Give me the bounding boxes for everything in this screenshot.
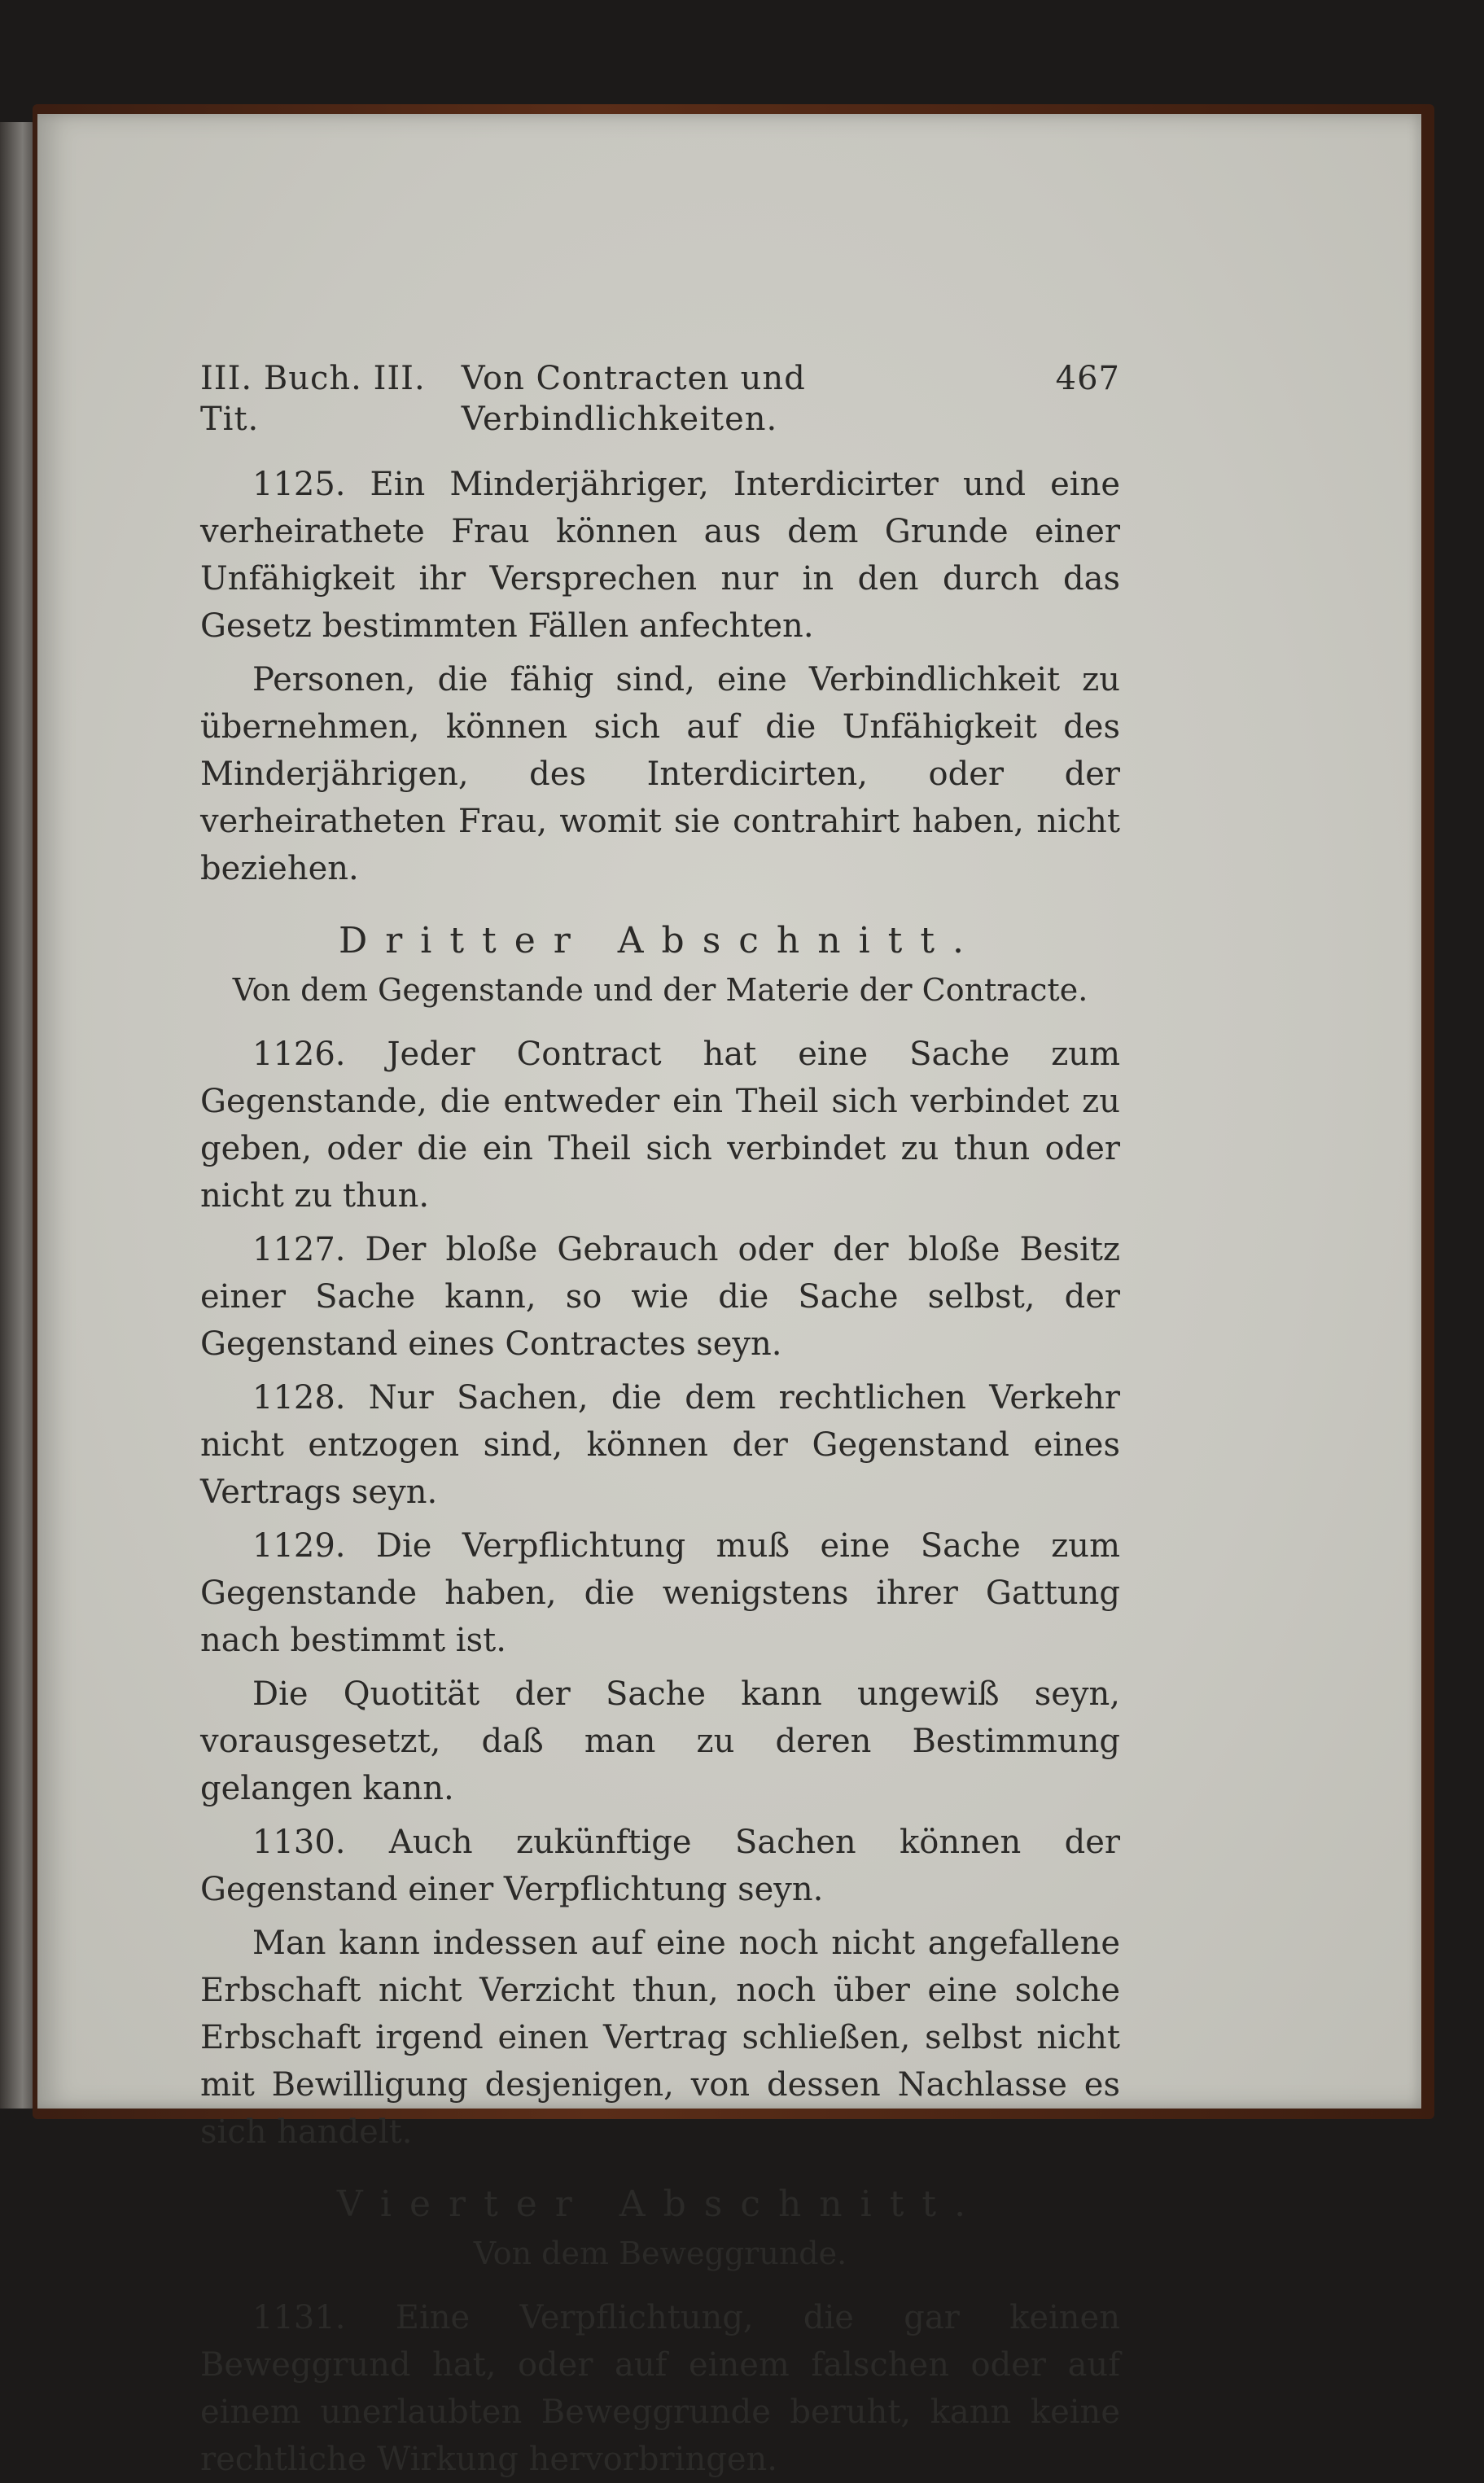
running-head <box>200 358 1120 440</box>
running-head-left: III. Buch. III. Tit. <box>200 360 426 438</box>
running-head-title: Von Contracten und Verbindlichkeiten. <box>461 360 806 438</box>
paragraph-1129-continued: Die Quotität der Sache kann ungewiß seyn, vorausgesetzt, daß man zu deren Bestimmung gelangen kann. <box>200 1675 1120 1807</box>
book-page <box>37 114 1421 2478</box>
paragraph-1125: 1125. Ein Minderjähriger, Interdicirter und eine verheirathete Frau können aus dem Grunde einer Unfähigkeit ihr Versprechen nur in den durch das Gesetz bestimmten Fällen anfechten. <box>200 466 1120 645</box>
section-subheading-vierter: Von dem Beweggrunde. <box>473 2236 847 2271</box>
paragraph-1128: 1128. Nur Sachen, die dem rechtlichen Verkehr nicht entzogen sind, können der Gegenstand eines Vertrags seyn. <box>200 1379 1120 1511</box>
section-heading-vierter: Vierter Abschnitt. <box>336 2183 984 2225</box>
section-subheading-dritter: Von dem Gegenstande und der Materie der Contracte. <box>232 972 1088 1008</box>
page-number: 467 <box>1055 360 1120 397</box>
paragraph-1131: 1131. Eine Verpflichtung, die gar keinen Beweggrund hat, oder auf einem falschen oder auf einem unerlaubten Beweggrunde beruht, kann keine rechtliche Wirkung hervorbringen. <box>200 2299 1120 2478</box>
paragraph-1127: 1127. Der bloße Gebrauch oder der bloße Besitz einer Sache kann, so wie die Sache selbst, der Gegenstand eines Contractes seyn. <box>200 1231 1120 1363</box>
section-heading-dritter: Dritter Abschnitt. <box>338 920 983 961</box>
paragraph-1126: 1126. Jeder Contract hat eine Sache zum Gegenstande, die entweder ein Theil sich verbindet zu geben, oder die ein Theil sich verbindet zu thun oder nicht zu thun. <box>200 1036 1120 1215</box>
paragraph-1130: 1130. Auch zukünftige Sachen können der Gegenstand einer Verpflichtung seyn. <box>200 1824 1120 1908</box>
text-block <box>200 358 1120 2483</box>
paragraph-1125-continued: Personen, die fähig sind, eine Verbindlichkeit zu übernehmen, können sich auf die Unfähigkeit des Minderjährigen, des Interdicirten, oder der verheiratheten Frau, womit sie contrahirt haben, nicht beziehen. <box>200 661 1120 887</box>
paragraph-1129: 1129. Die Verpflichtung muß eine Sache zum Gegenstande haben, die wenigstens ihrer Gattung nach bestimmt ist. <box>200 1527 1120 1659</box>
paragraph-1130-continued: Man kann indessen auf eine noch nicht angefallene Erbschaft nicht Verzicht thun, noch über eine solche Erbschaft irgend einen Vertrag schließen, selbst nicht mit Bewilligung desjenigen, von dessen Nachlasse es sich handelt. <box>200 1925 1120 2151</box>
